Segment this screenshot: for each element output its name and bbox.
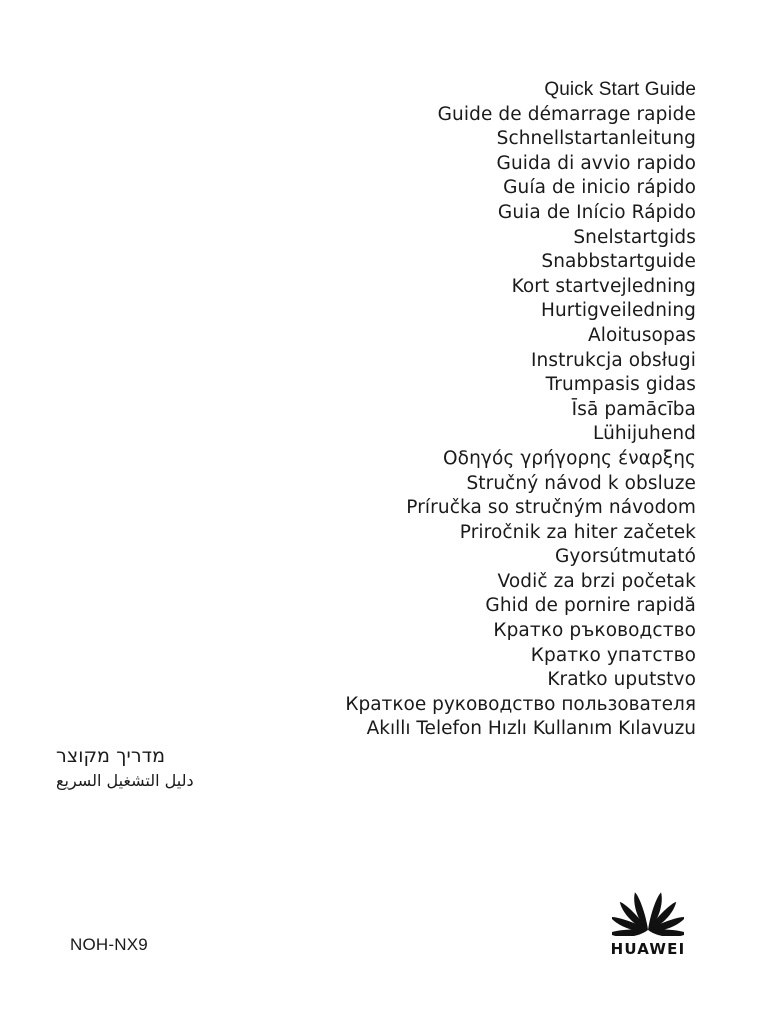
guide-title-italian: Guida di avvio rapido [496, 152, 696, 174]
guide-title-serbian: Kratko uputstvo [547, 669, 696, 691]
guide-title-bulgarian: Кратко ръководство [493, 620, 696, 642]
guide-title-hungarian: Gyorsútmutató [554, 546, 696, 568]
guide-title-turkish: Akıllı Telefon Hızlı Kullanım Kılavuzu [366, 718, 696, 740]
brand-wordmark: HUAWEI [610, 940, 686, 958]
model-number: NOH-NX9 [70, 935, 148, 954]
guide-title-portuguese: Guia de Início Rápido [497, 201, 696, 223]
guide-title-russian: Краткое руководство пользователя [345, 693, 696, 715]
brand-logo [598, 886, 698, 958]
guide-title-czech: Stručný návod k obsluze [466, 472, 696, 494]
guide-title-greek: Οδηγός γρήγορης έναρξης [443, 447, 696, 469]
guide-title-german: Schnellstartanleitung [496, 128, 696, 150]
guide-title-arabic: دليل التشغيل السريع [56, 770, 194, 790]
guide-title-finnish: Aloitusopas [587, 324, 696, 346]
huawei-petal-logo-icon [612, 886, 684, 936]
guide-title-croatian: Vodič za brzi početak [497, 570, 696, 592]
guide-title-lithuanian: Trumpasis gidas [545, 374, 696, 396]
guide-title-estonian: Lühijuhend [592, 423, 696, 445]
guide-title-french: Guide de démarrage rapide [437, 103, 696, 125]
guide-title-slovenian: Priročnik za hiter začetek [459, 521, 696, 543]
guide-title-macedonian: Кратко упатство [530, 644, 696, 666]
guide-title-polish: Instrukcja obsługi [530, 349, 696, 371]
guide-title-slovak: Príručka so stručným návodom [406, 497, 696, 519]
guide-title-spanish: Guía de inicio rápido [503, 177, 696, 199]
guide-title-danish: Kort startvejledning [511, 275, 696, 297]
guide-title-norwegian: Hurtigveiledning [540, 300, 696, 322]
guide-title-swedish: Snabbstartguide [541, 251, 696, 273]
guide-title-dutch: Snelstartgids [573, 226, 696, 248]
guide-title-list [56, 78, 696, 793]
guide-title-romanian: Ghid de pornire rapidă [485, 595, 696, 617]
guide-title-hebrew: מדריך מקוצר [56, 745, 166, 768]
guide-title-english: Quick Start Guide [544, 79, 696, 100]
guide-title-latvian: Īsā pamācība [571, 398, 696, 420]
